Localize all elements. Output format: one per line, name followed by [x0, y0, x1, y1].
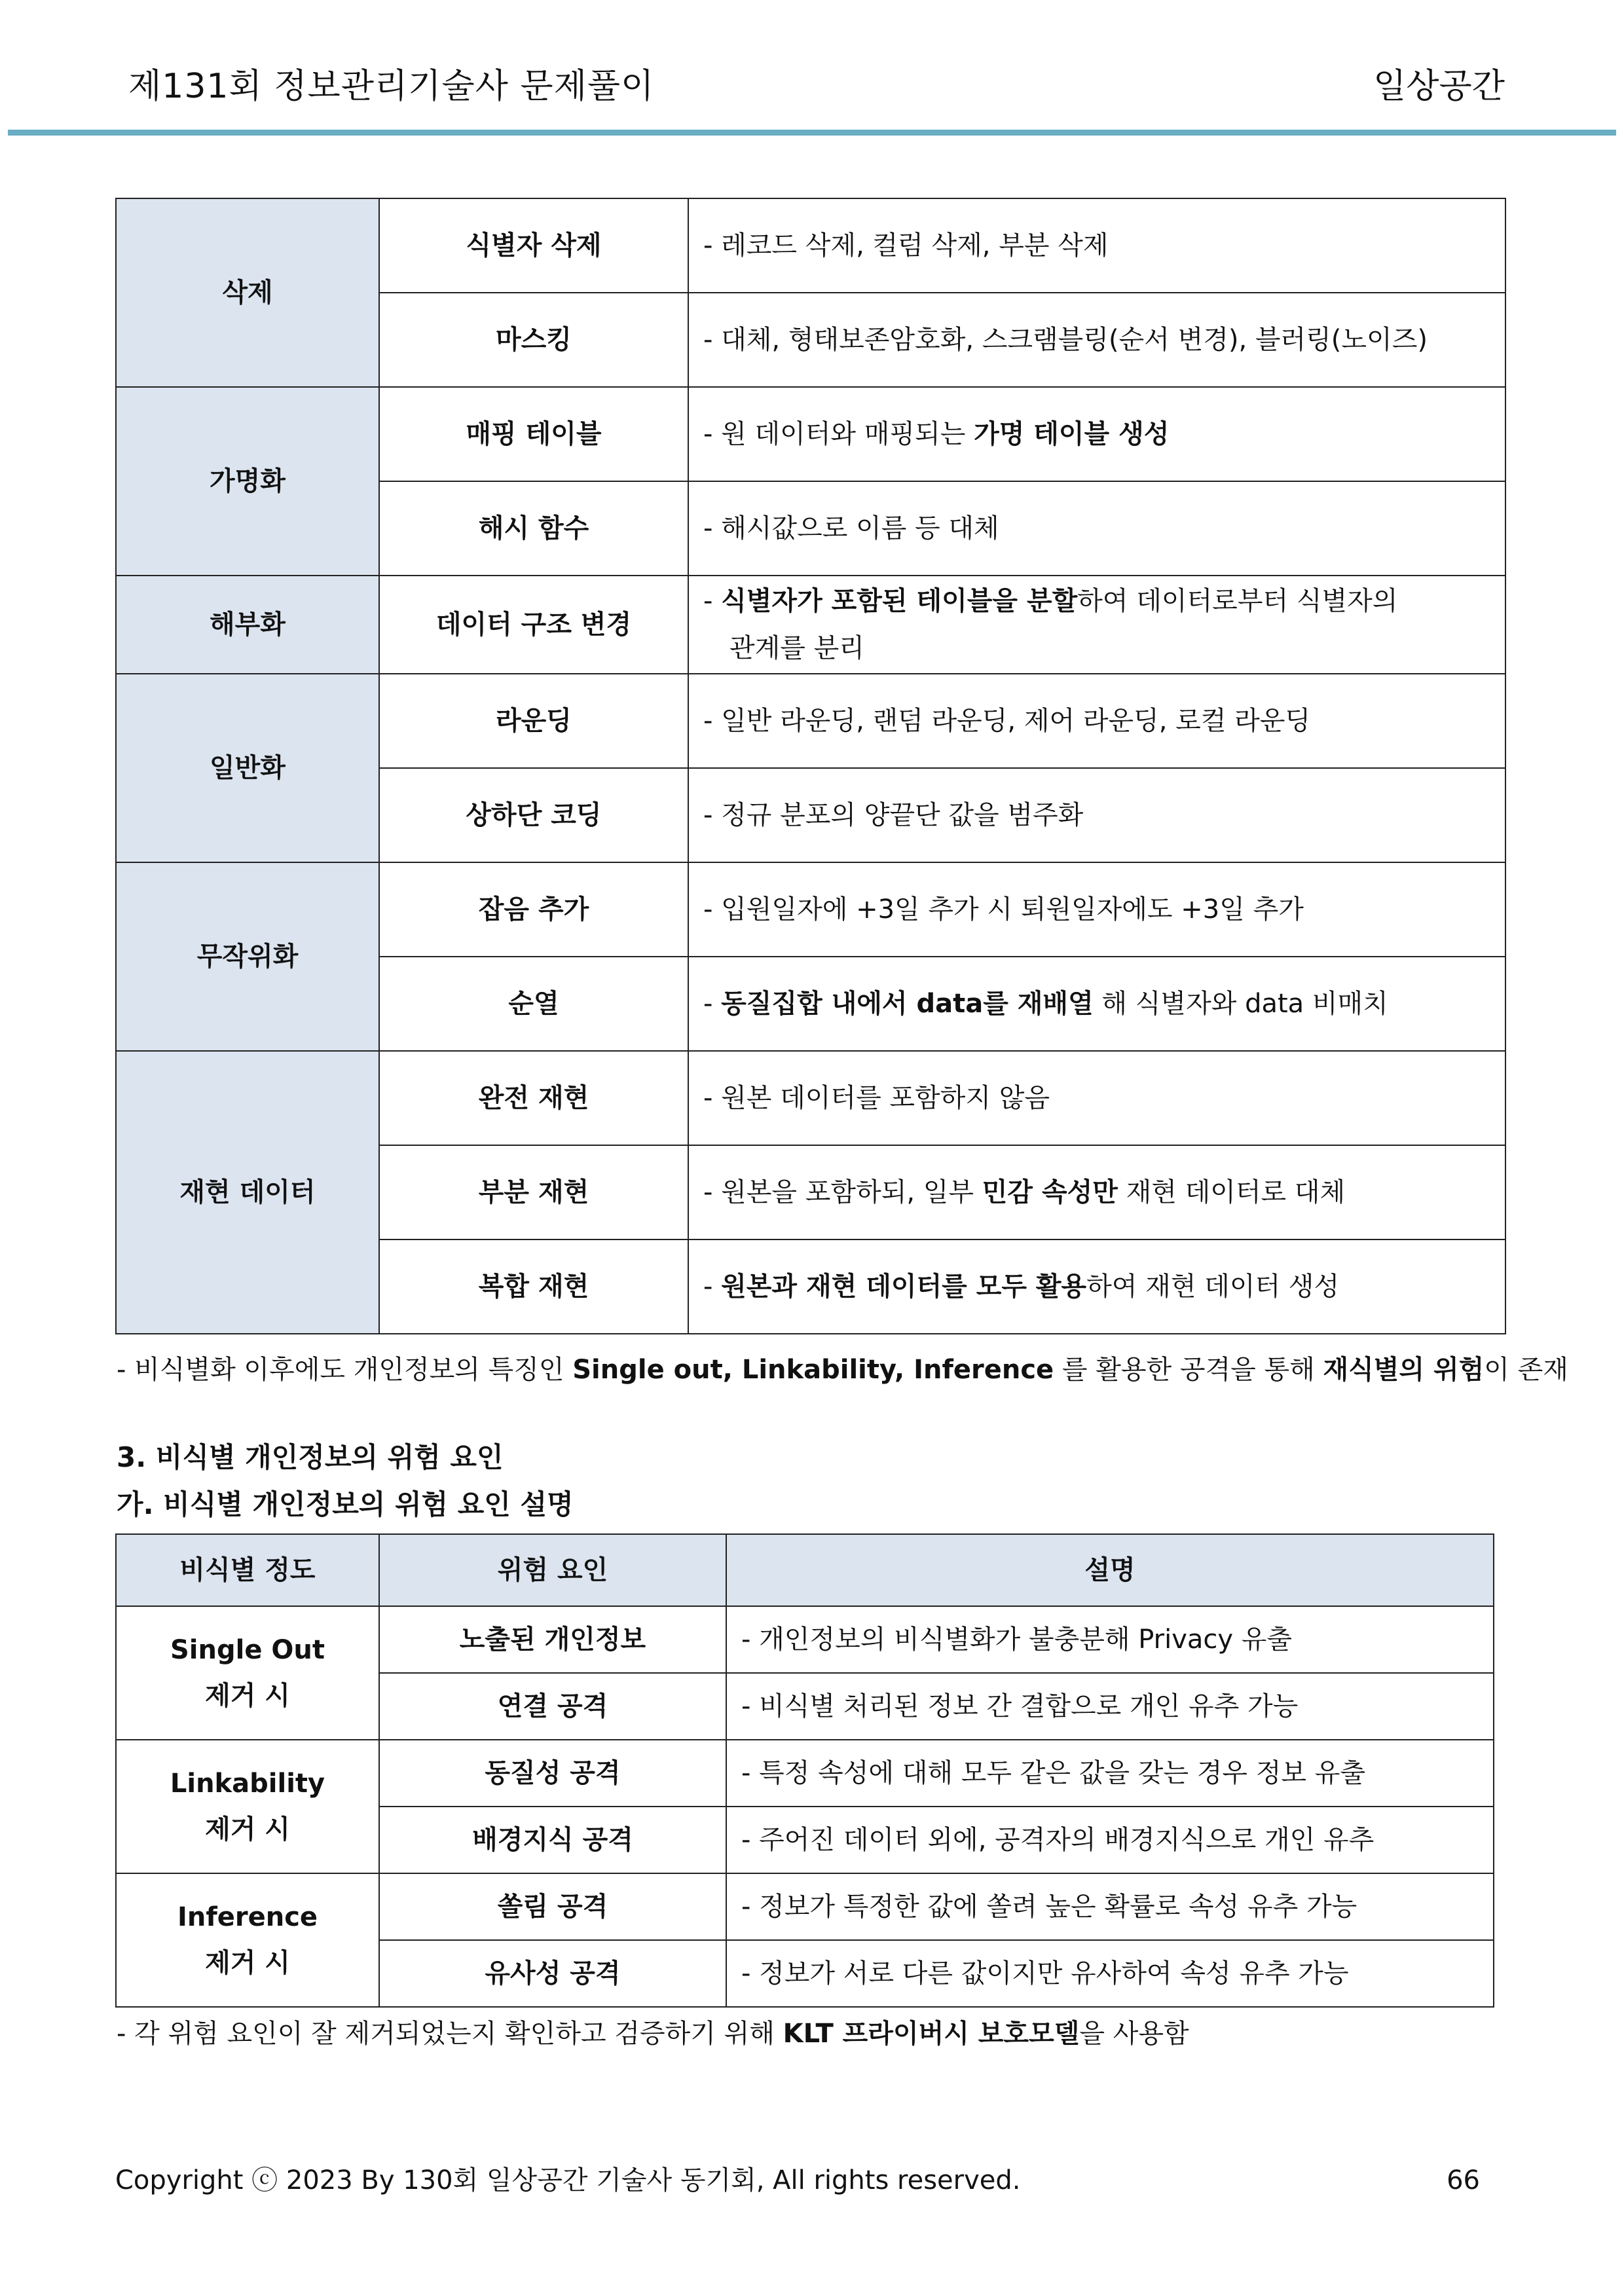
- desc-bold-text: 동질집합 내에서 data를 재배열: [721, 989, 1094, 1019]
- note-reidentification-risk: [117, 1350, 1568, 1389]
- description-cell: - 해시값으로 이름 등 대체: [688, 481, 1505, 576]
- description-cell: - 정규 분포의 양끝단 값을 범주화: [688, 768, 1505, 862]
- description-cell: - 레코드 삭제, 컬럼 삭제, 부분 삭제: [688, 198, 1505, 293]
- subsection-heading: 가. 비식별 개인정보의 위험 요인 설명: [117, 1488, 574, 1520]
- description-cell: - 입원일자에 +3일 추가 시 퇴원일자에도 +3일 추가: [688, 862, 1505, 957]
- category-cell: 재현 데이터: [116, 1051, 379, 1334]
- technique-cell: 라운딩: [379, 674, 688, 768]
- desc-text: 하여 재현 데이터 생성: [1086, 1272, 1340, 1302]
- technique-cell: 잡음 추가: [379, 862, 688, 957]
- technique-cell: 해시 함수: [379, 481, 688, 576]
- note-text: 를 활용한 공격을 통해: [1054, 1355, 1323, 1385]
- deid-level-suffix: 제거 시: [205, 1814, 290, 1845]
- risk-factor-cell: 동질성 공격: [379, 1740, 726, 1807]
- deidentification-techniques-table: [115, 198, 1506, 1334]
- description-cell: [688, 576, 1505, 674]
- risk-description-cell: - 정보가 특정한 값에 쏠려 높은 확률로 속성 유추 가능: [726, 1873, 1494, 1940]
- deid-level-name: Single Out: [170, 1635, 325, 1665]
- category-cell: 삭제: [116, 198, 379, 387]
- risk-description-cell: - 특정 속성에 대해 모두 같은 값을 갖는 경우 정보 유출: [726, 1740, 1494, 1807]
- column-header: 위험 요인: [379, 1534, 726, 1606]
- technique-cell: 매핑 테이블: [379, 387, 688, 481]
- deid-level-name: Inference: [177, 1902, 318, 1932]
- risk-description-cell: - 개인정보의 비식별화가 불충분해 Privacy 유출: [726, 1606, 1494, 1673]
- risk-factors-table: [115, 1533, 1494, 2008]
- risk-factor-cell: 연결 공격: [379, 1673, 726, 1740]
- desc-text: -: [703, 1272, 722, 1302]
- header-divider: [8, 130, 1616, 136]
- desc-bold-text: 가명 테이블 생성: [974, 419, 1170, 449]
- category-cell: 무작위화: [116, 862, 379, 1051]
- note-text: 이 존재: [1484, 1355, 1568, 1385]
- technique-cell: 데이터 구조 변경: [379, 576, 688, 674]
- deid-level-suffix: 제거 시: [205, 1681, 290, 1711]
- column-header: 비식별 정도: [116, 1534, 379, 1606]
- category-cell: 해부화: [116, 576, 379, 674]
- desc-bold-text: 민감 속성만: [982, 1177, 1118, 1207]
- risk-description-cell: - 비식별 처리된 정보 간 결합으로 개인 유추 가능: [726, 1673, 1494, 1740]
- desc-bold-text: 원본과 재현 데이터를 모두 활용: [721, 1272, 1087, 1302]
- desc-text: -: [703, 586, 722, 616]
- technique-cell: 식별자 삭제: [379, 198, 688, 293]
- risk-factor-cell: 쏠림 공격: [379, 1873, 726, 1940]
- description-cell: - 대체, 형태보존암호화, 스크램블링(순서 변경), 블러링(노이즈): [688, 293, 1505, 387]
- footer-copyright: Copyright ⓒ 2023 By 130회 일상공간 기술사 동기회, All rights reserved.: [115, 2165, 1021, 2195]
- deid-level-cell: [116, 1873, 379, 2007]
- desc-text: 하여 데이터로부터 식별자의: [1077, 586, 1398, 616]
- column-header: 설명: [726, 1534, 1494, 1606]
- technique-cell: 순열: [379, 957, 688, 1051]
- desc-text: -: [703, 989, 722, 1019]
- note-bold-text: KLT 프라이버시 보호모델: [783, 2019, 1080, 2049]
- technique-cell: 복합 재현: [379, 1239, 688, 1334]
- page-header-title: 제131회 정보관리기술사 문제풀이: [128, 67, 655, 106]
- deid-level-name: Linkability: [170, 1769, 325, 1799]
- risk-factor-cell: 노출된 개인정보: [379, 1606, 726, 1673]
- desc-text-line2: 관계를 분리: [729, 633, 864, 663]
- desc-bold-text: 식별자가 포함된 테이블을 분할: [721, 586, 1078, 616]
- deid-level-cell: [116, 1740, 379, 1873]
- desc-text: 재현 데이터로 대체: [1117, 1177, 1346, 1207]
- risk-factor-cell: 배경지식 공격: [379, 1807, 726, 1873]
- desc-text: 해 식별자와 data 비매치: [1093, 989, 1388, 1019]
- note-text: 을 사용함: [1079, 2019, 1189, 2049]
- page-number: 66: [1447, 2165, 1480, 2195]
- desc-text: - 원 데이터와 매핑되는: [703, 419, 974, 449]
- description-cell: [688, 1145, 1505, 1239]
- section-heading: 3. 비식별 개인정보의 위험 요인: [117, 1441, 504, 1473]
- note-bold-text: Single out, Linkability, Inference: [572, 1355, 1054, 1385]
- note-text: - 각 위험 요인이 잘 제거되었는지 확인하고 검증하기 위해: [117, 2019, 783, 2049]
- description-cell: [688, 387, 1505, 481]
- note-klt-model: [117, 2014, 1189, 2053]
- risk-factor-cell: 유사성 공격: [379, 1940, 726, 2007]
- technique-cell: 부분 재현: [379, 1145, 688, 1239]
- deid-level-cell: [116, 1606, 379, 1740]
- technique-cell: 상하단 코딩: [379, 768, 688, 862]
- technique-cell: 완전 재현: [379, 1051, 688, 1145]
- risk-description-cell: - 주어진 데이터 외에, 공격자의 배경지식으로 개인 유추: [726, 1807, 1494, 1873]
- category-cell: 가명화: [116, 387, 379, 576]
- deid-level-suffix: 제거 시: [205, 1948, 290, 1978]
- category-cell: 일반화: [116, 674, 379, 862]
- risk-description-cell: - 정보가 서로 다른 값이지만 유사하여 속성 유추 가능: [726, 1940, 1494, 2007]
- page-header-right: 일상공간: [1373, 67, 1505, 106]
- description-cell: - 원본 데이터를 포함하지 않음: [688, 1051, 1505, 1145]
- description-cell: - 일반 라운딩, 랜덤 라운딩, 제어 라운딩, 로컬 라운딩: [688, 674, 1505, 768]
- desc-text: - 원본을 포함하되, 일부: [703, 1177, 982, 1207]
- technique-cell: 마스킹: [379, 293, 688, 387]
- note-bold-text: 재식별의 위험: [1323, 1355, 1485, 1385]
- description-cell: [688, 957, 1505, 1051]
- note-text: - 비식별화 이후에도 개인정보의 특징인: [117, 1355, 573, 1385]
- description-cell: [688, 1239, 1505, 1334]
